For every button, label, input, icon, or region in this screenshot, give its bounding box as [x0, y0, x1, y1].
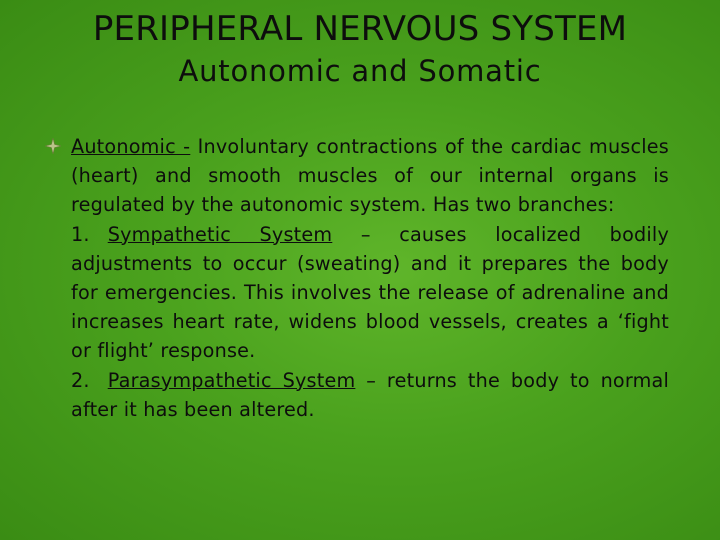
slide-body — [71, 132, 669, 424]
list-item-number: 1. — [71, 222, 90, 246]
sympathetic-description: – causes localized bodily adjustments to occur (sweating) and it prepares the body for emergencies. This involves the release of adrenaline and increases heart rate, widens blood vessels, creates a ‘fight or flight’ response. — [71, 222, 670, 363]
list-item-sympathetic — [71, 220, 669, 366]
autonomic-term: Autonomic - — [71, 135, 191, 158]
autonomic-description: Involuntary contractions of the cardiac muscles (heart) and smooth muscles of our internal organs is regulated by the autonomic system. Has two branches: — [71, 135, 669, 217]
sympathetic-term: Sympathetic System — [107, 222, 333, 246]
intro-paragraph — [71, 132, 669, 220]
parasympathetic-term: Parasympathetic System — [107, 368, 356, 392]
slide-subtitle: Autonomic and Somatic — [178, 54, 542, 88]
slide-title: PERIPHERAL NERVOUS SYSTEM — [92, 9, 628, 49]
four-point-star-bullet-icon — [45, 138, 61, 154]
list-item-parasympathetic — [71, 366, 669, 424]
title-block — [0, 10, 720, 88]
list-item-number: 2. — [71, 368, 90, 392]
parasympathetic-description: – returns the body to normal after it has been altered. — [71, 368, 669, 421]
